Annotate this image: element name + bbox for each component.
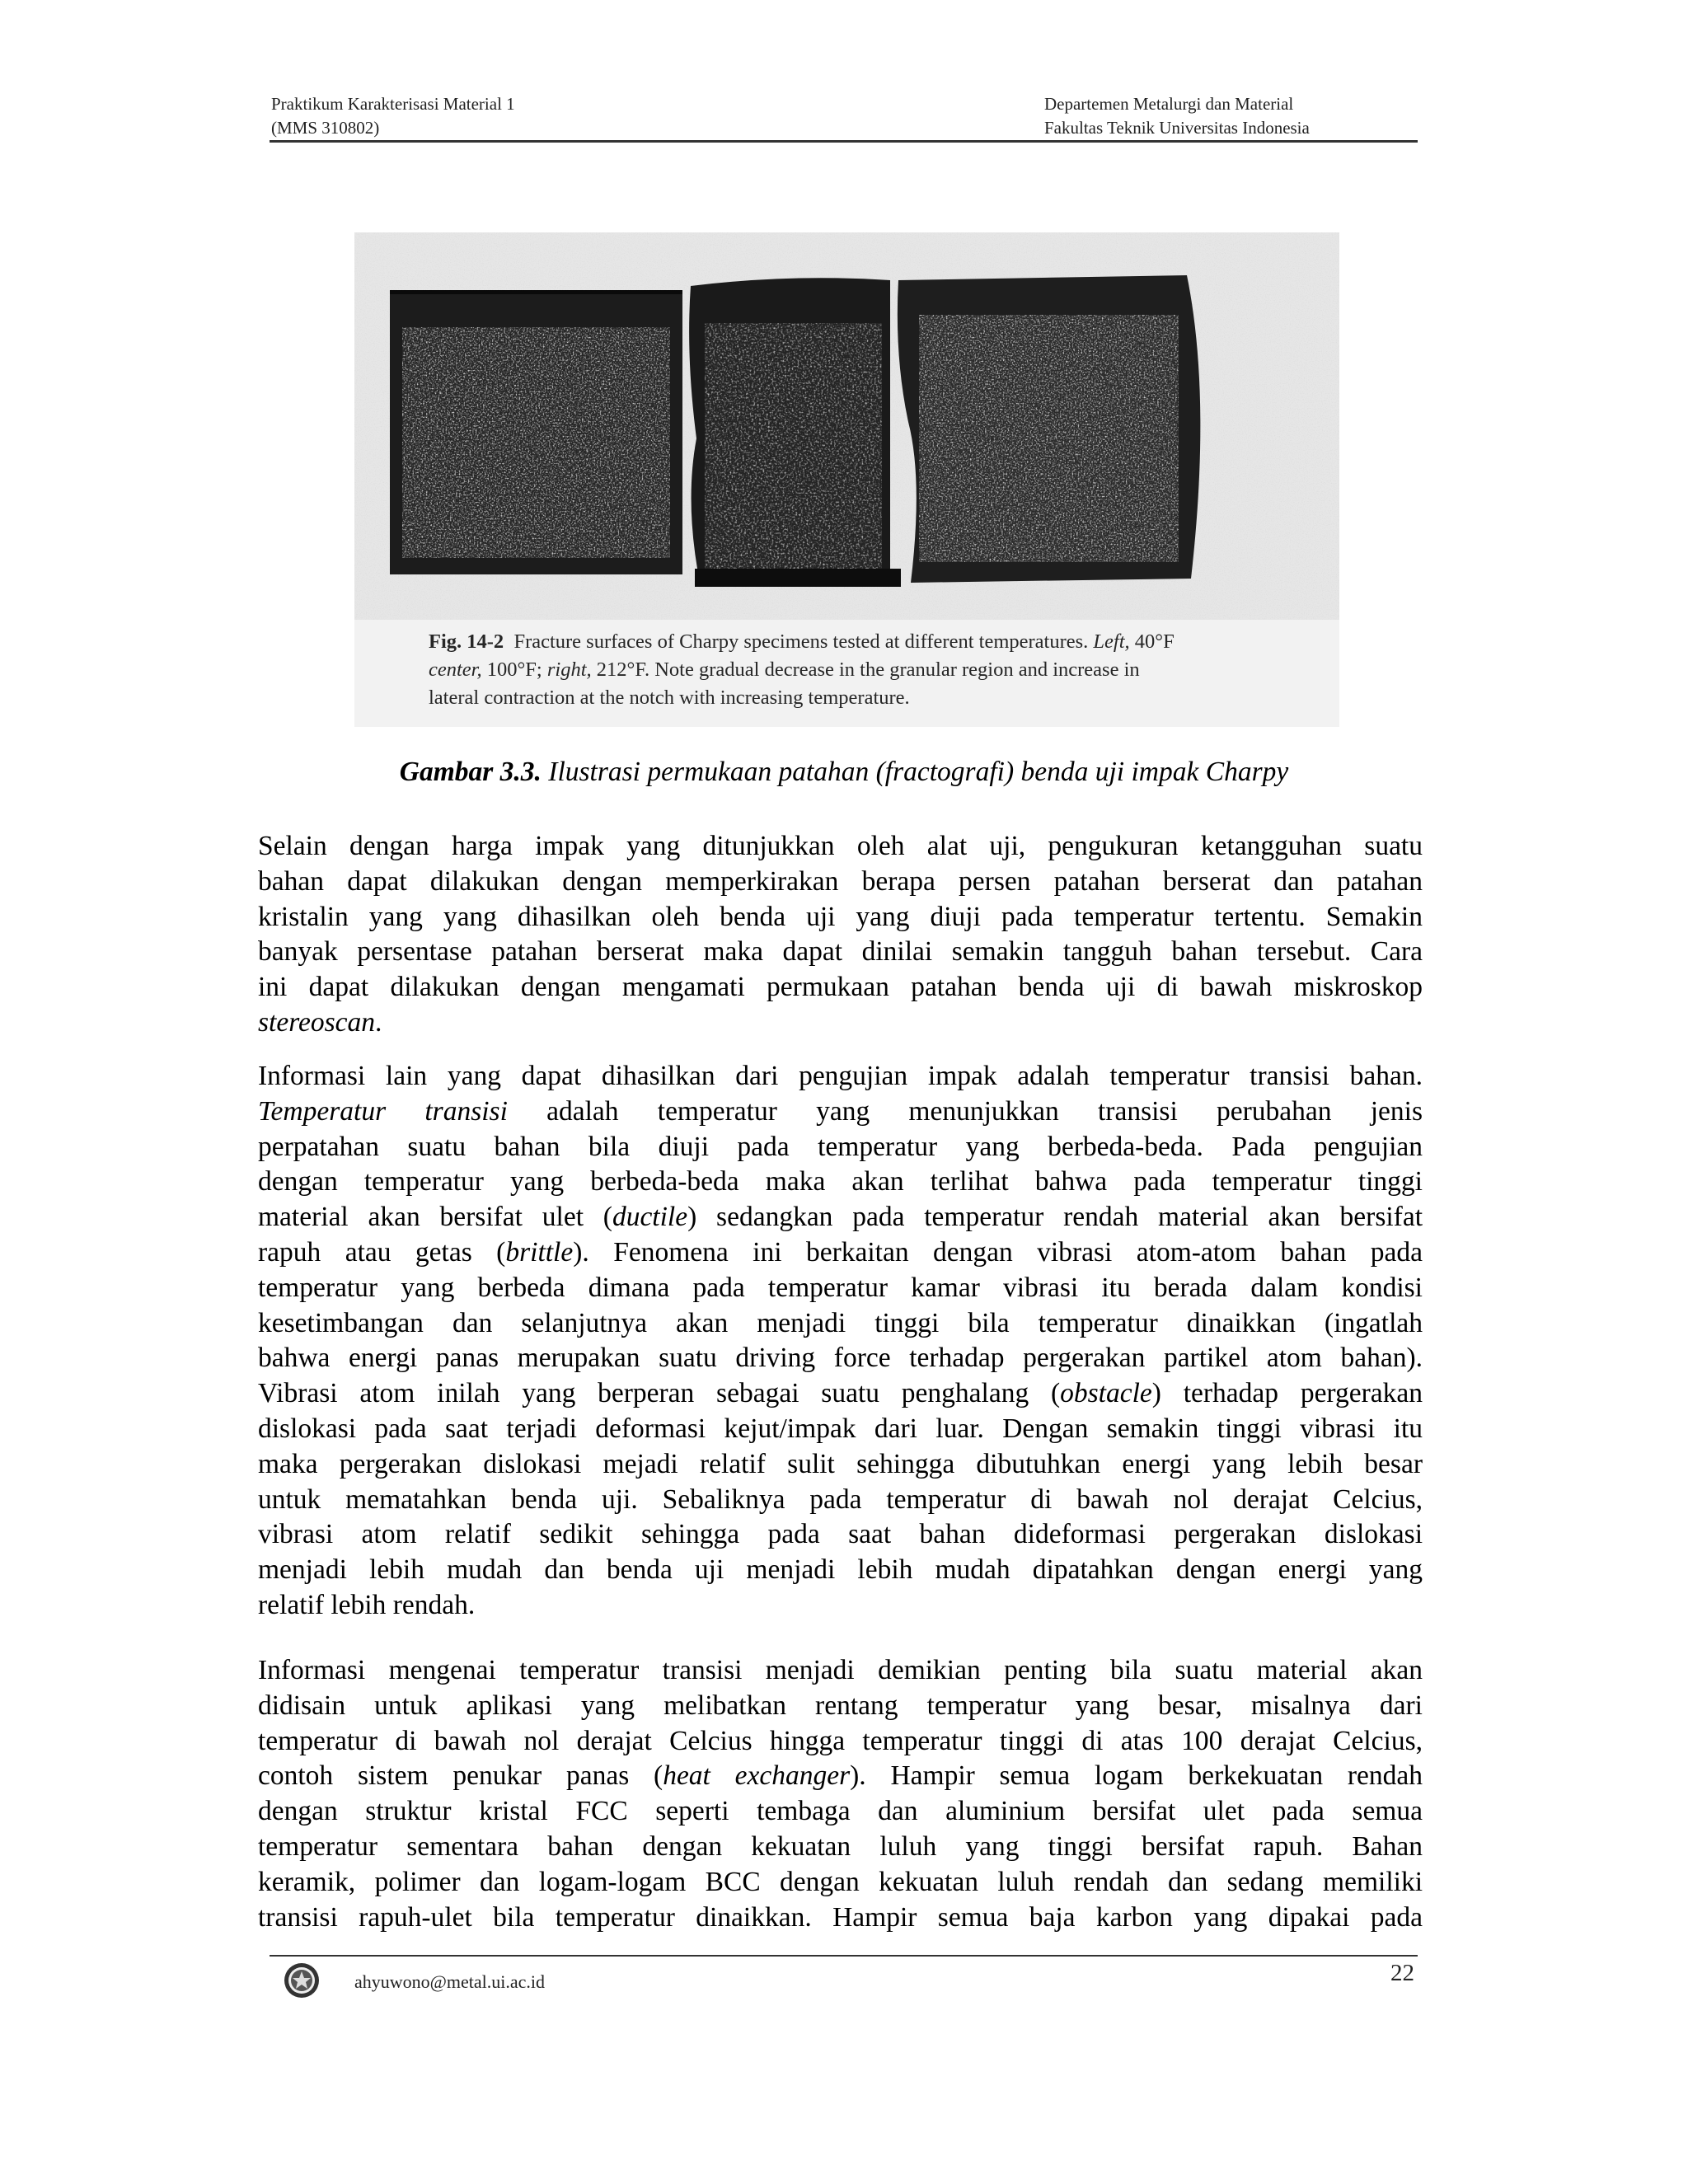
paragraph-3-line: keramik, polimer dan logam-logam BCC dengan kekuatan luluh rendah dan sedang memiliki [258,1866,1423,1897]
figure-caption [0,754,1688,790]
paragraph-3-line [258,1759,1423,1794]
paragraph-2-line: perpatahan suatu bahan bila diuji pada temperatur yang berbeda-beda. Pada pengujian [258,1131,1423,1162]
paragraph-1-line [258,1005,1423,1041]
header-course [271,92,515,140]
paragraph-2-line: bahwa energi panas merupakan suatu driving force terhadap pergerakan partikel atom bahan). [258,1343,1423,1374]
paragraph-2-term: obstacle [1060,1378,1152,1409]
paragraph-2-line [258,1200,1423,1235]
paragraph-3-line: dengan struktur kristal FCC seperti tembaga dan aluminium bersifat ulet pada semua [258,1796,1423,1827]
paragraph-2-term: brittle [505,1236,574,1268]
paragraph-2-line: Informasi lain yang dapat dihasilkan dari pengujian impak adalah temperatur transisi bahan. [258,1061,1423,1091]
header-department-name: Departemen Metalurgi dan Material [1044,94,1294,114]
paragraph-3-line: Informasi mengenai temperatur transisi menjadi demikian penting bila suatu material akan [258,1655,1423,1685]
paragraph-3-term: heat exchanger [663,1760,851,1792]
paragraph-2-line: dengan temperatur yang berbeda-beda maka akan terlihat bahwa pada temperatur tinggi [258,1166,1423,1197]
header-course-code: (MMS 310802) [271,118,380,138]
paragraph-2 [258,1059,1423,1624]
paragraph-2-text: ) terhadap pergerakan [1151,1378,1423,1409]
paragraph-2-term: Temperatur transisi [258,1095,508,1127]
paragraph-3-text: contoh sistem penukar panas ( [258,1760,663,1792]
paragraph-1-line: kristalin yang yang dihasilkan oleh benda uji yang diuji pada temperatur tertentu. Semakin [258,901,1423,932]
paragraph-2-line: maka pergerakan dislokasi mejadi relatif sulit sehingga dibutuhkan energi yang lebih besar [258,1448,1423,1479]
paragraph-2-line [258,1376,1423,1412]
paragraph-3-line: temperatur di bawah nol derajat Celcius hingga temperatur tinggi di atas 100 derajat Celcius, [258,1725,1423,1756]
paragraph-2-line: untuk mematahkan benda uji. Sebaliknya pada temperatur di bawah nol derajat Celcius, [258,1483,1423,1515]
paragraph-2-text: ). Fenomena ini berkaitan dengan vibrasi atom-atom bahan pada [573,1236,1423,1268]
specimen-center [689,278,901,587]
footer-email: ahyuwono@metal.ui.ac.id [354,1971,546,1992]
paragraph-3-line: didisain untuk aplikasi yang melibatkan rentang temperatur yang besar, misalnya dari [258,1690,1423,1721]
header-divider [270,140,1418,143]
figure-caption-label: Gambar 3.3. [399,757,542,787]
figure-source-caption [429,628,1319,712]
paragraph-2-term: ductile [612,1202,688,1233]
paragraph-2-line: dislokasi pada saat terjadi deformasi kejut/impak dari luar. Dengan semakin tinggi vibrasi itu [258,1413,1423,1444]
paragraph-2-line [258,1235,1423,1271]
header-faculty-name: Fakultas Teknik Universitas Indonesia [1044,118,1310,138]
specimen-left [390,290,682,574]
figure-source-center-temp: 100°F; [486,658,542,681]
paragraph-2-text: material akan bersifat ulet ( [258,1202,612,1233]
paragraph-3-line: transisi rapuh-ulet bila temperatur dinaikkan. Hampir semua baja karbon yang dipakai pada [258,1901,1423,1933]
paragraph-2-text: ) sedangkan pada temperatur rendah material akan bersifat [687,1202,1423,1233]
paragraph-1-line: ini dapat dilakukan dengan mengamati permukaan patahan benda uji di bawah miskroskop [258,972,1423,1003]
fracture-figure [354,232,1339,727]
paragraph-2-text: rapuh atau getas ( [258,1236,506,1268]
figure-source-label: Fig. 14-2 [429,630,504,653]
paragraph-2-line: menjadi lebih mudah dan benda uji menjadi lebih mudah dipatahkan dengan energi yang [258,1554,1423,1586]
figure-source-left: Left, [1093,630,1130,653]
footer-divider [270,1955,1418,1957]
paragraph-2-line: relatif lebih rendah. [258,1589,476,1620]
figure-source-left-temp: 40°F [1134,630,1175,653]
charpy-specimens-photo [354,232,1339,620]
university-logo-icon [283,1961,321,1999]
paragraph-1-line: Selain dengan harga impak yang ditunjukkan oleh alat uji, pengukuran ketangguhan suatu [258,831,1423,861]
paragraph-1-line: banyak persentase patahan berserat maka dapat dinilai semakin tangguh bahan tersebut. Cara [258,936,1423,968]
paragraph-1-punct: . [375,1006,382,1038]
header-department [1044,92,1310,140]
paragraph-2-line: kesetimbangan dan selanjutnya akan menjadi tinggi bila temperatur dinaikkan (ingatlah [258,1307,1423,1338]
paragraph-3 [258,1653,1423,1935]
paragraph-1-term: stereoscan [258,1006,376,1038]
header-course-title: Praktikum Karakterisasi Material 1 [271,94,515,114]
figure-source-line1: Fracture surfaces of Charpy specimens tested at different temperatures. [513,630,1089,653]
page-number: 22 [1390,1960,1414,1986]
paragraph-2-text: Vibrasi atom inilah yang berperan sebagai suatu penghalang ( [258,1378,1061,1409]
figure-source-right: right, [546,658,592,681]
paragraph-2-line: temperatur yang berbeda dimana pada temperatur kamar vibrasi itu berada dalam kondisi [258,1272,1423,1303]
paragraph-3-line: temperatur sementara bahan dengan kekuatan luluh yang tinggi bersifat rapuh. Bahan [258,1830,1423,1862]
paragraph-2-text: adalah temperatur yang menunjukkan transisi perubahan jenis [507,1095,1423,1127]
figure-source-line2-rest: 212°F. Note gradual decrease in the granular region and increase in [596,658,1140,681]
paragraph-2-line [258,1094,1423,1130]
paragraph-1-line: bahan dapat dilakukan dengan memperkirakan berapa persen patahan berserat dan patahan [258,865,1423,897]
paragraph-3-text: ). Hampir semua logam berkekuatan rendah [850,1760,1423,1792]
specimen-right [898,275,1201,583]
figure-source-center: center, [429,658,482,681]
figure-caption-text: Ilustrasi permukaan patahan (fractografi) benda uji impak Charpy [548,757,1289,787]
paragraph-1 [258,829,1423,1041]
paragraph-2-line: vibrasi atom relatif sedikit sehingga pada saat bahan dideformasi pergerakan dislokasi [258,1519,1423,1550]
figure-source-line3: lateral contraction at the notch with increasing temperature. [429,687,910,709]
